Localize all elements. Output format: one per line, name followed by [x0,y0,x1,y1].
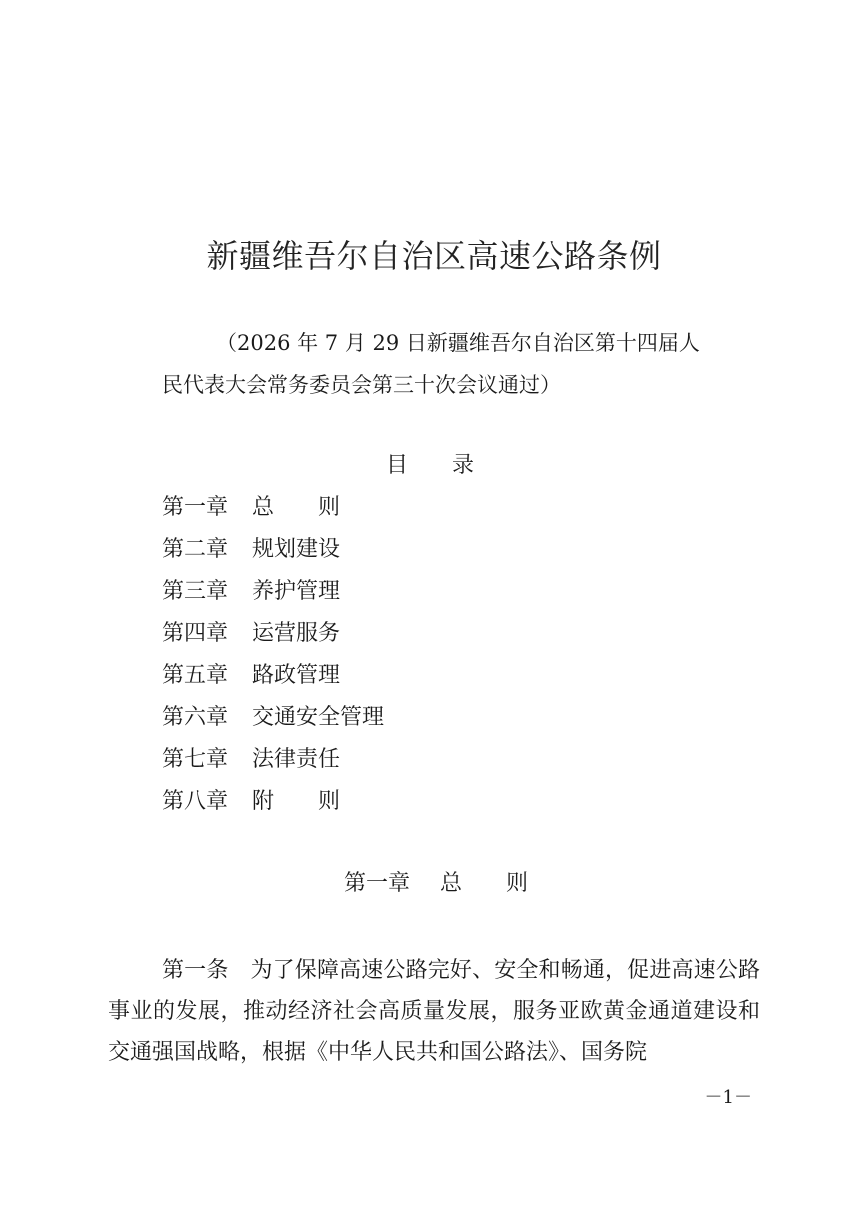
page-number: －1－ [704,1087,752,1108]
toc-item-number: 第八章 [162,789,229,814]
toc-item-title: 附 则 [252,789,341,814]
toc-item [162,532,384,574]
toc-item-title: 养护管理 [252,579,341,604]
toc-item [162,700,384,742]
toc-item-title: 规划建设 [252,537,341,562]
chapter-title: 总 则 [440,871,529,896]
toc-item-title: 总 则 [252,495,341,520]
toc-item [162,574,384,616]
document-title: 新疆维吾尔自治区高速公路条例 [206,237,662,275]
article-text: 为了保障高速公路完好、安全和畅通，促进高速公路事业的发展，推动经济社会高质量发展，服务亚欧黄金通道建设和交通强国战略，根据《中华人民共和国公路法》、国务院 [108,958,760,1065]
toc-item [162,616,384,658]
adoption-note-line-1: （2026 年 7 月 29 日新疆维吾尔自治区第十四届人 [216,331,700,355]
article-number: 第一条 [162,958,229,983]
article-body [108,950,760,1073]
toc-item [162,490,384,532]
adoption-note [162,322,722,406]
table-of-contents [162,490,384,826]
toc-item-number: 第四章 [162,621,229,646]
article-paragraph [108,950,760,1073]
toc-item [162,658,384,700]
toc-item-number: 第三章 [162,579,229,604]
toc-item-number: 第五章 [162,663,229,688]
toc-item-number: 第一章 [162,495,229,520]
toc-item-title: 交通安全管理 [252,705,385,730]
toc-item-title: 运营服务 [252,621,341,646]
adoption-note-line-2: 民代表大会常务委员会第三十次会议通过） [162,373,561,397]
toc-item-number: 第六章 [162,705,229,730]
toc-item [162,784,384,826]
toc-item-number: 第七章 [162,747,229,772]
toc-heading: 目 录 [386,453,475,478]
chapter-heading [344,866,528,902]
toc-item-title: 法律责任 [252,747,341,772]
toc-item [162,742,384,784]
chapter-number: 第一章 [344,871,411,896]
toc-item-number: 第二章 [162,537,229,562]
toc-item-title: 路政管理 [252,663,341,688]
